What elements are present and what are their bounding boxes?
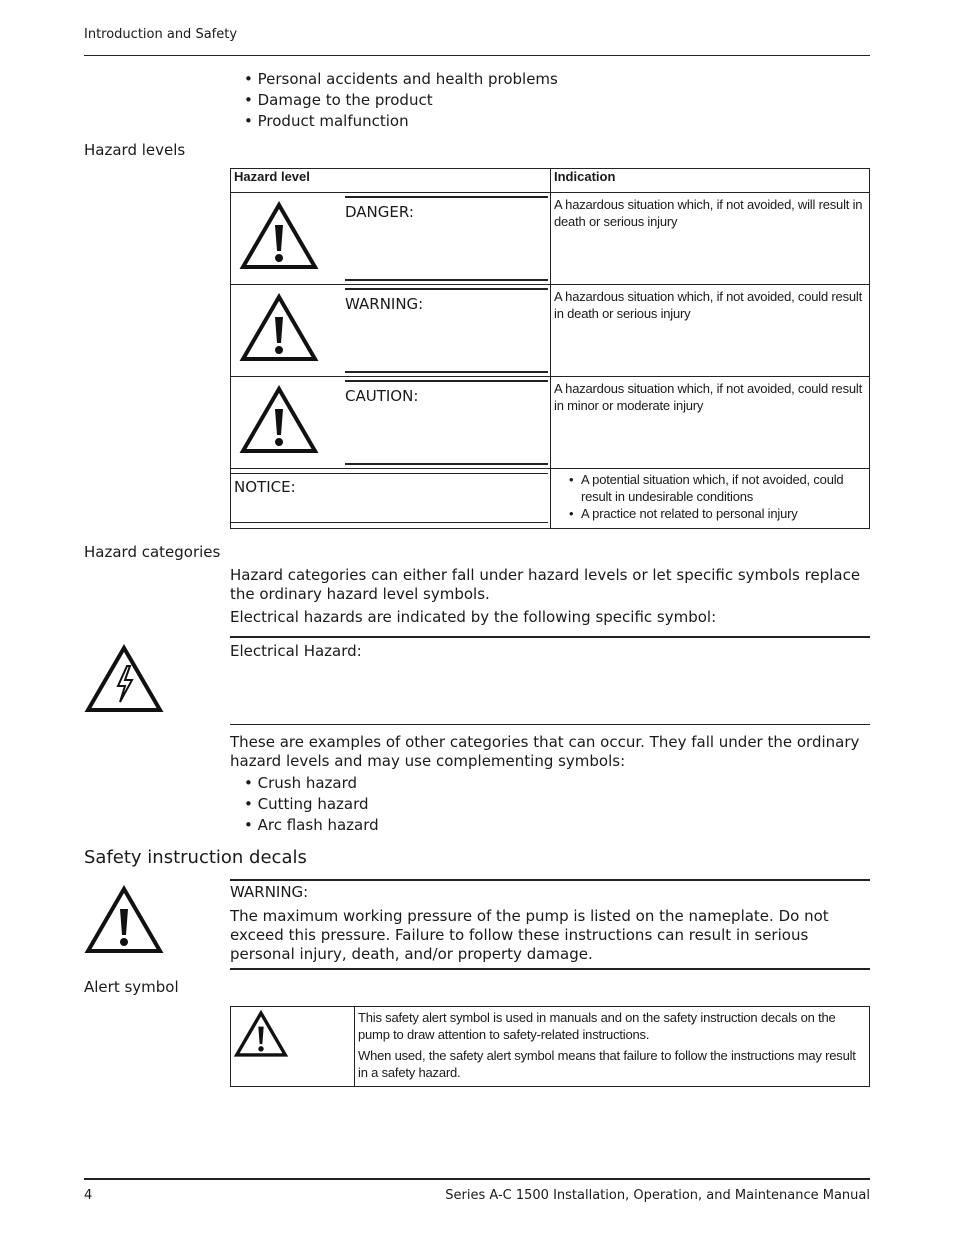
warning-triangle-icon (239, 201, 319, 271)
table-row (231, 1007, 870, 1087)
footer-title: Series A-C 1500 Installation, Operation, and Maintenance Manual (445, 1188, 870, 1203)
warning-indication: A hazardous situation which, if not avoided, could result in death or serious injury (551, 285, 870, 377)
list-item: • Product malfunction (244, 111, 558, 132)
hazard-levels-table (230, 168, 870, 529)
list-item: • A practice not related to personal injury (581, 505, 869, 522)
footer-rule (84, 1178, 870, 1180)
danger-label: DANGER: (345, 196, 548, 221)
decal-warning-text: The maximum working pressure of the pump is listed on the nameplate. Do not exceed this pressure. Failure to follow these instructions can result in serious personal injury, death, and/or property damage. (230, 907, 829, 963)
page-number: 4 (84, 1188, 93, 1203)
hazard-examples-list (244, 773, 379, 836)
notice-indication (551, 469, 870, 529)
alert-symbol-table (230, 1006, 870, 1087)
alert-symbol-heading: Alert symbol (84, 978, 179, 996)
list-item: • Cutting hazard (244, 794, 379, 815)
decal-warning-label: WARNING: (230, 883, 309, 901)
warning-triangle-icon (239, 385, 319, 455)
column-header-hazard-level: Hazard level (231, 169, 551, 193)
hazard-levels-heading: Hazard levels (84, 141, 186, 159)
warning-label: WARNING: (345, 288, 548, 313)
list-item: • Personal accidents and health problems (244, 69, 558, 90)
electrical-hazard-label: Electrical Hazard: (230, 642, 362, 660)
list-item: • Damage to the product (244, 90, 558, 111)
hazard-categories-para2: Electrical hazards are indicated by the following specific symbol: (230, 608, 717, 626)
electrical-hazard-icon (84, 644, 164, 714)
notice-label: NOTICE: (231, 473, 548, 496)
caution-indication: A hazardous situation which, if not avoided, could result in minor or moderate injury (551, 377, 870, 469)
running-header: Introduction and Safety (84, 27, 238, 42)
table-row (231, 377, 870, 469)
table-row (231, 469, 870, 529)
intro-bullet-list (244, 69, 558, 132)
safety-alert-icon (234, 1010, 288, 1058)
hazard-categories-heading: Hazard categories (84, 543, 221, 561)
table-row (231, 193, 870, 285)
header-rule (84, 55, 870, 56)
hazard-categories-para3: These are examples of other categories that can occur. They fall under the ordinary hazard levels and may use complementing symbols: (230, 733, 860, 770)
danger-indication: A hazardous situation which, if not avoided, will result in death or serious injury (551, 193, 870, 285)
list-item: • Crush hazard (244, 773, 379, 794)
warning-triangle-icon (84, 885, 164, 955)
safety-decals-heading: Safety instruction decals (84, 847, 307, 868)
hazard-categories-para1: Hazard categories can either fall under hazard levels or let specific symbols replace the ordinary hazard level symbols. (230, 566, 861, 603)
caution-label: CAUTION: (345, 380, 548, 405)
table-row (231, 285, 870, 377)
warning-triangle-icon (239, 293, 319, 363)
column-header-indication: Indication (551, 169, 870, 193)
alert-symbol-text1: This safety alert symbol is used in manuals and on the safety instruction decals on the pump to draw attention to safety-related instructions. (358, 1010, 836, 1042)
list-item: • A potential situation which, if not avoided, could result in undesirable conditions (581, 471, 869, 505)
list-item: • Arc flash hazard (244, 815, 379, 836)
alert-symbol-text2: When used, the safety alert symbol means that failure to follow the instructions may result in a safety hazard. (358, 1048, 856, 1080)
